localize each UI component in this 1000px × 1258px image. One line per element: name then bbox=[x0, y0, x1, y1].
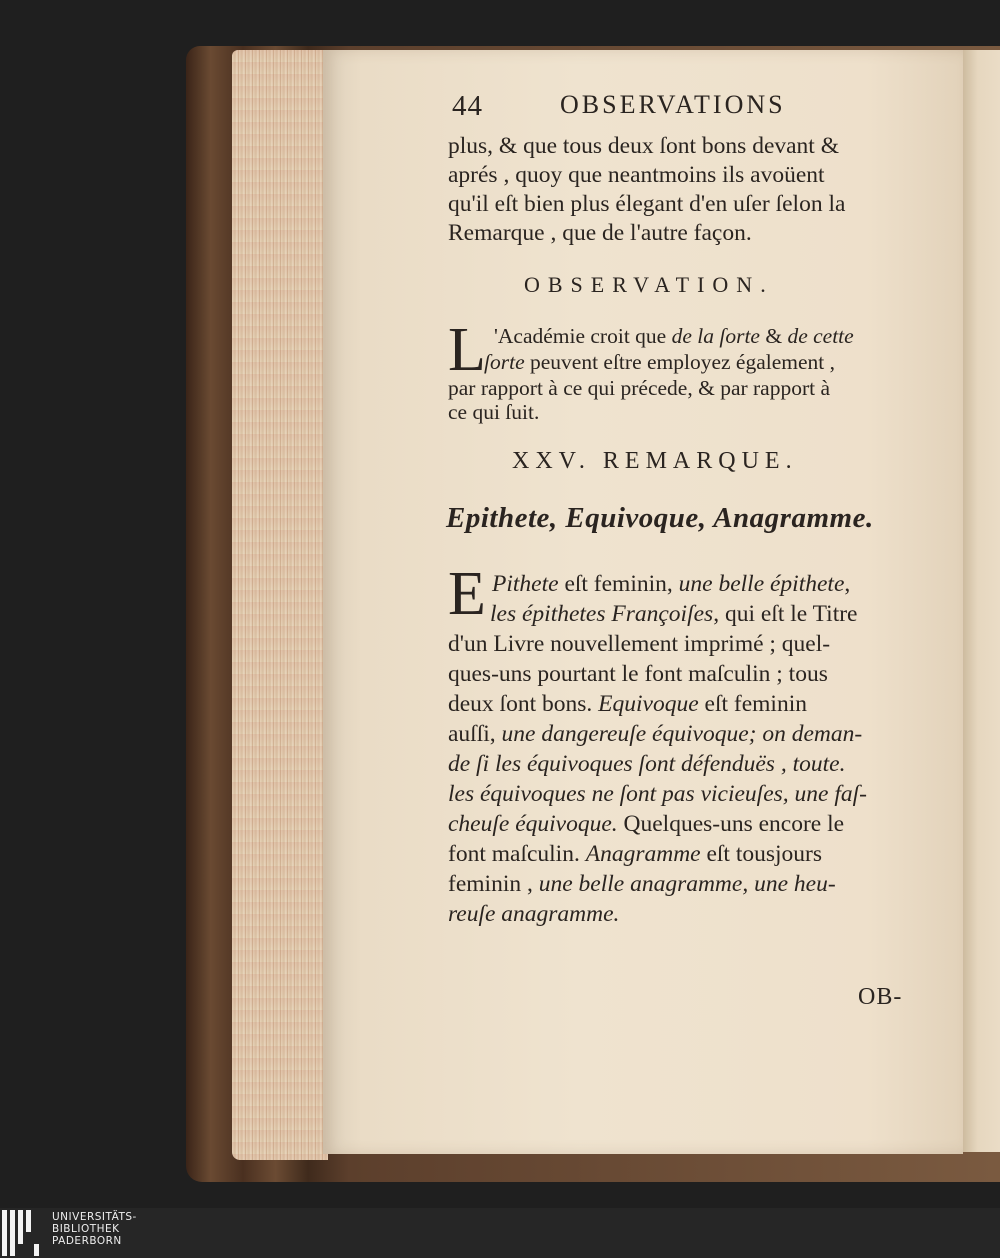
text-line: ques-uns pourtant le font maſculin ; tous bbox=[448, 661, 828, 687]
page-number: 44 bbox=[452, 90, 483, 122]
page-text bbox=[444, 86, 920, 1010]
text-line: Remarque , que de l'autre façon. bbox=[448, 220, 752, 246]
text-line: cheuſe équivoque. Quelques-uns encore le bbox=[448, 811, 845, 837]
running-head: OBSERVATIONS bbox=[560, 90, 786, 119]
remarque-heading: XXV. REMARQUE. bbox=[512, 448, 798, 474]
library-logo-icon bbox=[2, 1210, 46, 1256]
drop-cap: E bbox=[448, 560, 486, 628]
library-footer bbox=[0, 1208, 1000, 1258]
text-line: ſorte peuvent eſtre employez également , bbox=[484, 350, 836, 374]
page-header bbox=[444, 86, 920, 128]
library-name: UNIVERSITÄTS- BIBLIOTHEK PADERBORN bbox=[52, 1211, 137, 1247]
text-line: Pithete eſt feminin, une belle épithete, bbox=[492, 571, 851, 597]
text-line: de ſi les équivoques ſont défenduës , toute. bbox=[448, 751, 846, 777]
catchword: OB- bbox=[858, 984, 903, 1010]
text-line: qu'il eſt bien plus élegant d'en uſer ſelon la bbox=[448, 191, 846, 217]
text-line: plus, & que tous deux ſont bons devant & bbox=[448, 133, 839, 159]
text-line: 'Académie croit que de la ſorte & de cette bbox=[494, 324, 854, 348]
text-line: les équivoques ne ſont pas vicieuſes, une faſ- bbox=[448, 781, 867, 807]
text-line: les épithetes Françoiſes, qui eſt le Titre bbox=[490, 601, 858, 627]
text-line: d'un Livre nouvellement imprimé ; quel- bbox=[448, 631, 831, 657]
observation-heading: OBSERVATION. bbox=[524, 272, 774, 297]
text-line: feminin , une belle anagramme, une heu- bbox=[448, 871, 836, 897]
text-line: deux ſont bons. Equivoque eſt feminin bbox=[448, 691, 807, 717]
text-line: ce qui ſuit. bbox=[448, 400, 540, 424]
drop-cap: L bbox=[448, 316, 486, 384]
text-line: reuſe anagramme. bbox=[448, 901, 620, 927]
page-edges bbox=[232, 50, 328, 1160]
text-line: par rapport à ce qui précede, & par rapport à bbox=[448, 376, 831, 400]
remarque-subtitle: Epithete, Equivoque, Anagramme. bbox=[446, 502, 874, 534]
facing-page-edge bbox=[963, 50, 1000, 1152]
text-line: auſſi, une dangereuſe équivoque; on deman- bbox=[448, 721, 863, 747]
text-line: font maſculin. Anagramme eſt tousjours bbox=[448, 841, 823, 867]
text-line: aprés , quoy que neantmoins ils avoüent bbox=[448, 162, 825, 188]
